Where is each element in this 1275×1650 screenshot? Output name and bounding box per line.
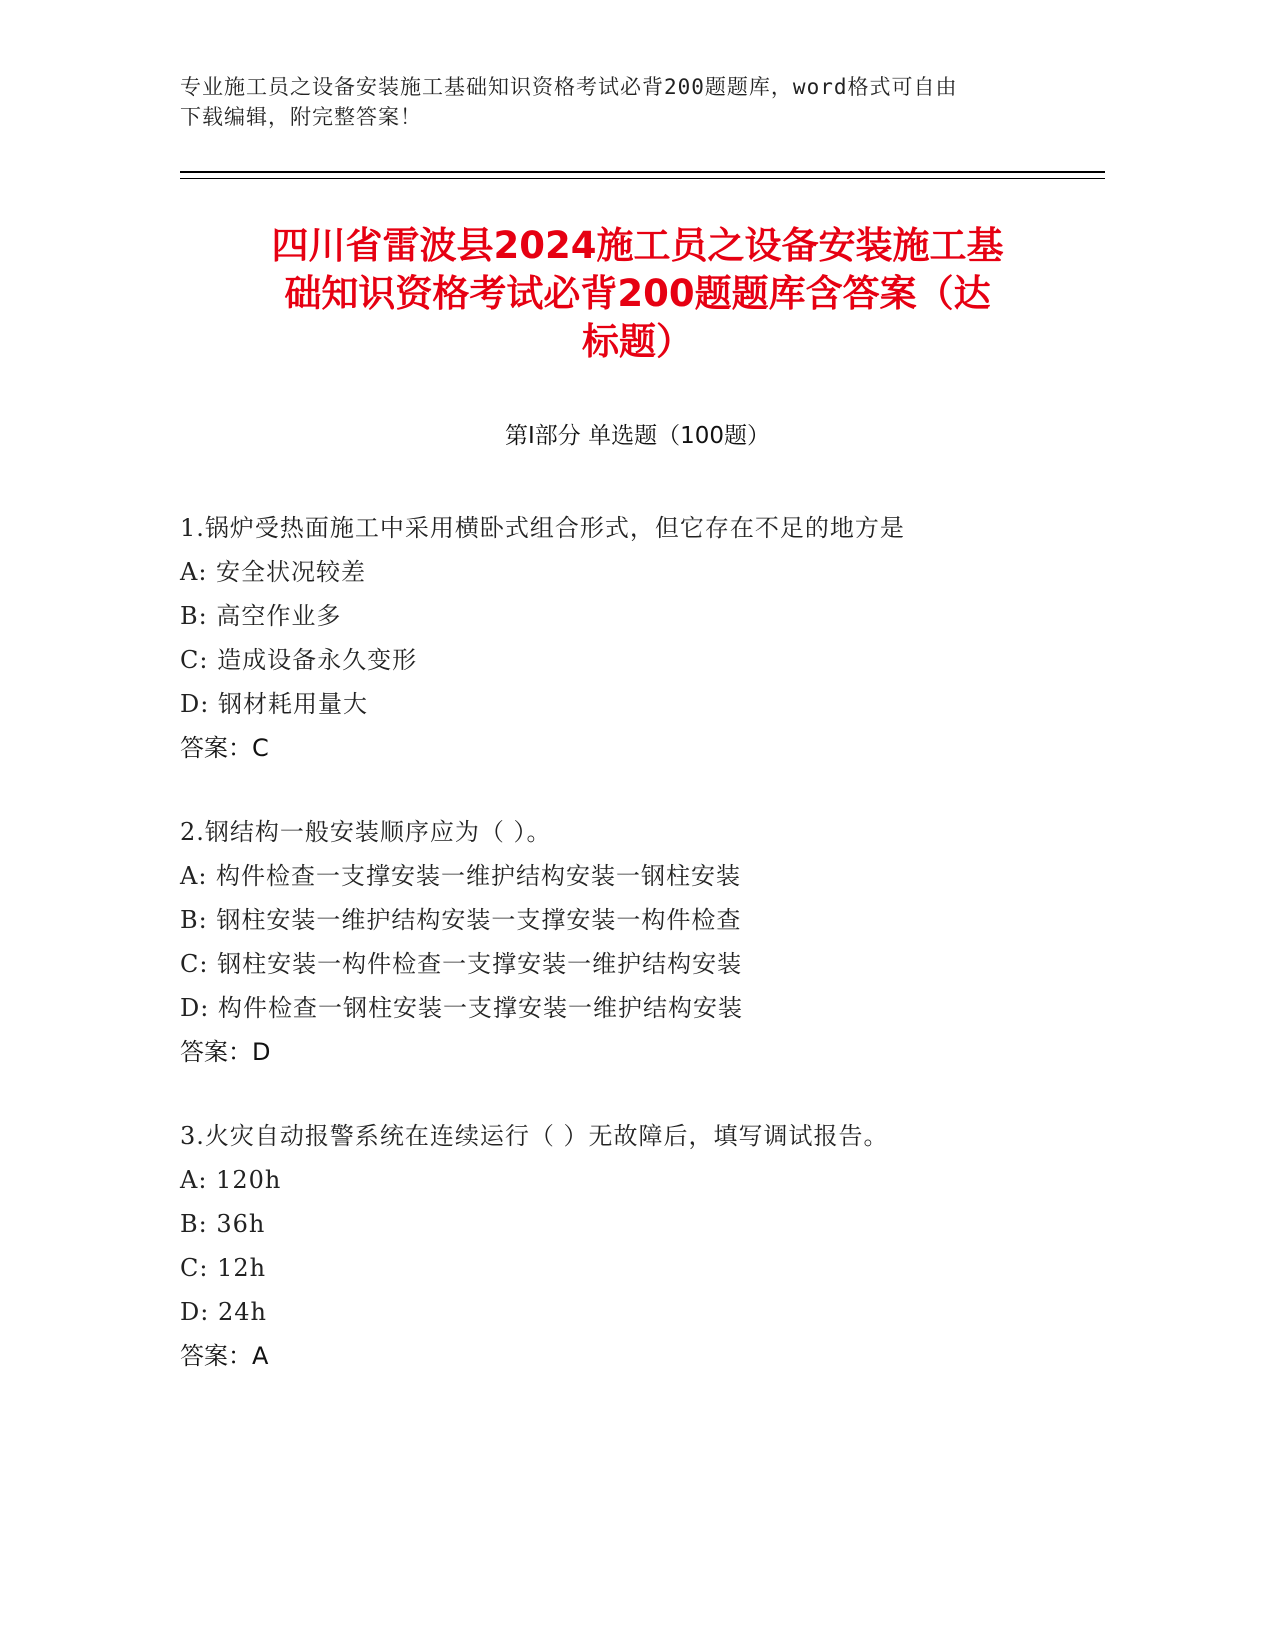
section-heading: 第I部分 单选题（100题） (505, 423, 770, 449)
header-divider-thin (180, 178, 1105, 179)
document-title-line-2: 础知识资格考试必背200题题库含答案（达 (284, 272, 991, 315)
answer-key: 答案：D (180, 1038, 271, 1066)
answer-key: 答案：A (180, 1342, 269, 1370)
option-b: B: 钢柱安装一维护结构安装一支撑安装一构件检查 (180, 906, 742, 934)
question-2 (180, 810, 1140, 1074)
option-c: C: 钢柱安装一构件检查一支撑安装一维护结构安装 (180, 950, 743, 978)
document-title-line-3: 标题） (582, 320, 693, 363)
question-stem: 1.锅炉受热面施工中采用横卧式组合形式，但它存在不足的地方是 (180, 514, 905, 542)
header-note (180, 72, 1040, 132)
question-stem: 2.钢结构一般安装顺序应为（ ）。 (180, 818, 552, 846)
option-b: B: 36h (180, 1210, 266, 1238)
document-title (150, 222, 1125, 366)
option-a: A: 构件检查一支撑安装一维护结构安装一钢柱安装 (180, 862, 742, 890)
option-d: D: 24h (180, 1298, 267, 1326)
answer-key: 答案：C (180, 734, 269, 762)
header-divider-thick (180, 171, 1105, 173)
question-3 (180, 1114, 1140, 1378)
option-a: A: 120h (180, 1166, 282, 1194)
question-list (180, 506, 1140, 1418)
header-note-line-2: 下载编辑，附完整答案！ (180, 105, 422, 129)
option-d: D: 构件检查一钢柱安装一支撑安装一维护结构安装 (180, 994, 743, 1022)
question-1 (180, 506, 1140, 770)
option-a: A: 安全状况较差 (180, 558, 367, 586)
option-c: C: 12h (180, 1254, 267, 1282)
question-stem: 3.火灾自动报警系统在连续运行（ ）无故障后，填写调试报告。 (180, 1122, 889, 1150)
option-c: C: 造成设备永久变形 (180, 646, 418, 674)
option-b: B: 高空作业多 (180, 602, 342, 630)
document-title-line-1: 四川省雷波县2024施工员之设备安装施工基 (271, 224, 1004, 267)
option-d: D: 钢材耗用量大 (180, 690, 368, 718)
header-note-line-1: 专业施工员之设备安装施工基础知识资格考试必背200题题库，word格式可自由 (180, 75, 958, 99)
